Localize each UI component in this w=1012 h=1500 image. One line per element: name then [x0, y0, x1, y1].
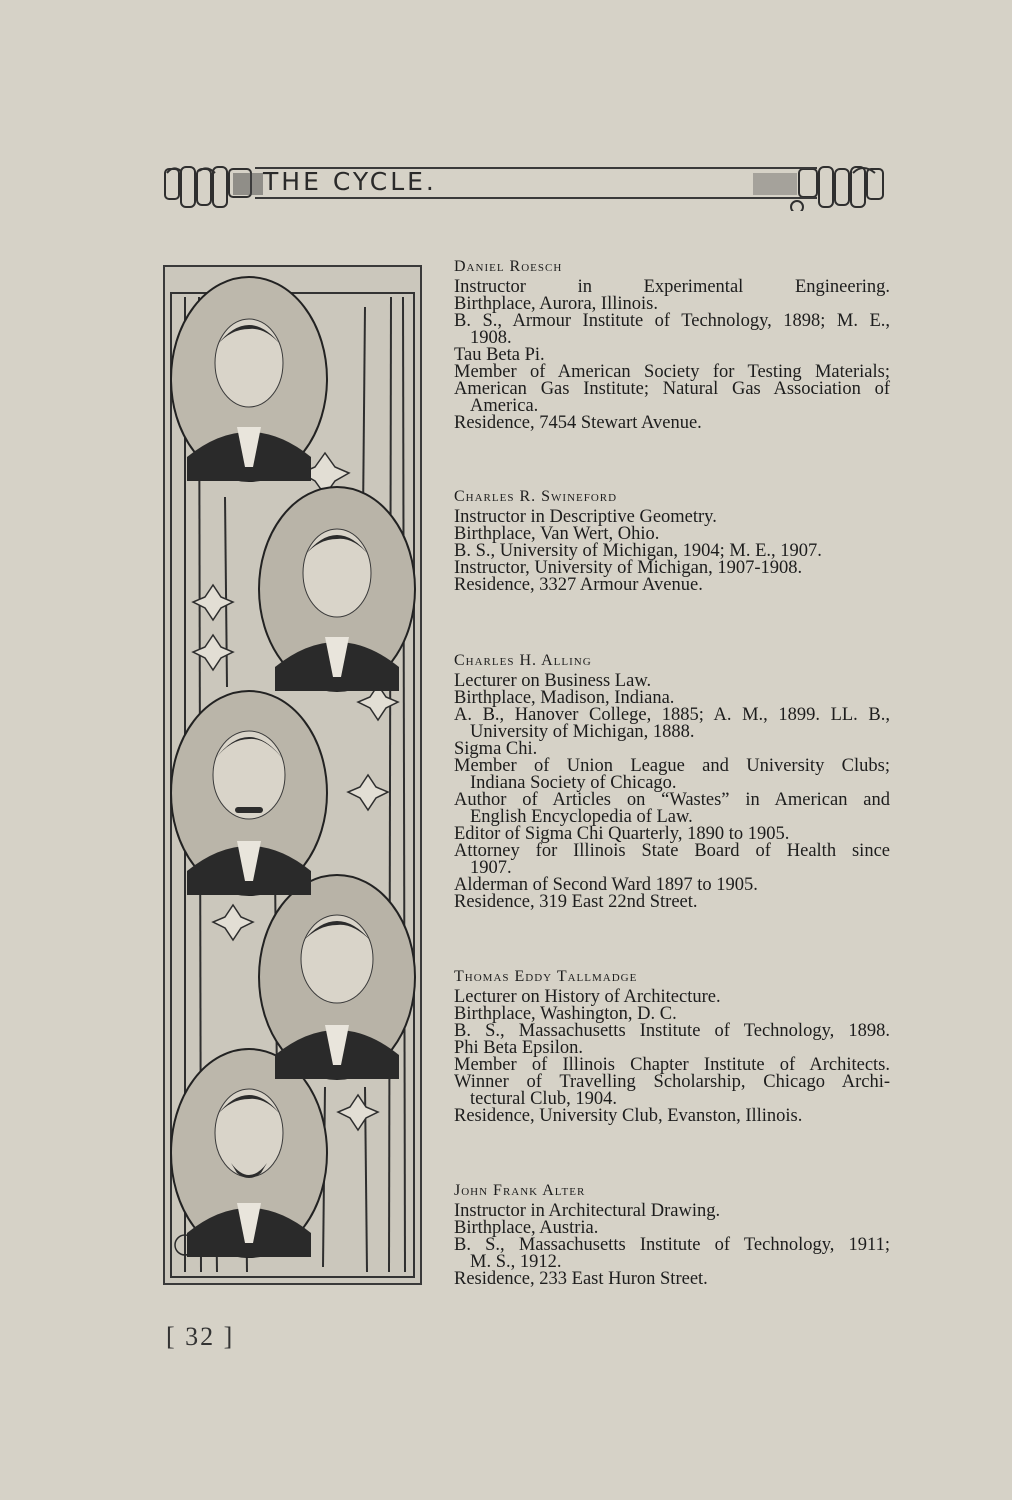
entry-line: Member of American Society for Testing Materials; [454, 362, 890, 382]
header-rule-bottom [255, 197, 817, 199]
faculty-name: Charles R. Swineford [454, 488, 618, 505]
faculty-name: Daniel Roesch [454, 258, 563, 275]
entry-line: B. S., Massachusetts Institute of Technology, 1898. [454, 1021, 890, 1041]
entry-line: Attorney for Illinois State Board of Health since [454, 841, 890, 861]
entry-line: Residence, 319 East 22nd Street. [454, 892, 698, 912]
entry-line: Residence, 7454 Stewart Avenue. [454, 413, 702, 433]
faculty-entry [454, 968, 890, 1125]
faculty-name: Thomas Eddy Tallmadge [454, 968, 638, 985]
entry-line: Alderman of Second Ward 1897 to 1905. [454, 875, 758, 895]
entry-line: Instructor in Experimental Engineering. [454, 277, 890, 297]
entry-line: 1908. [470, 328, 512, 348]
entry-line: Instructor in Descriptive Geometry. [454, 507, 717, 527]
entry-line: A. B., Hanover College, 1885; A. M., 1899. LL. B., [454, 705, 890, 725]
entry-line: tectural Club, 1904. [470, 1089, 617, 1109]
entry-line: Birthplace, Washington, D. C. [454, 1004, 677, 1024]
entry-line: Birthplace, Austria. [454, 1218, 599, 1238]
faculty-entry [454, 258, 890, 432]
entry-line: B. S., University of Michigan, 1904; M. E., 1907. [454, 541, 822, 561]
faculty-name: Charles H. Alling [454, 652, 592, 669]
entry-line: Residence, 233 East Huron Street. [454, 1269, 708, 1289]
entry-line: Tau Beta Pi. [454, 345, 545, 365]
entry-line: American Gas Institute; Natural Gas Association of [454, 379, 890, 399]
entry-line: Member of Illinois Chapter Institute of Architects. [454, 1055, 890, 1075]
entry-line: Editor of Sigma Chi Quarterly, 1890 to 1905. [454, 824, 790, 844]
faculty-entry [454, 652, 890, 911]
entry-line: Author of Articles on “Wastes” in American and [454, 790, 890, 810]
entry-line: Lecturer on Business Law. [454, 671, 652, 691]
entry-line: Birthplace, Van Wert, Ohio. [454, 524, 660, 544]
entry-line: Sigma Chi. [454, 739, 538, 759]
entry-line: Birthplace, Madison, Indiana. [454, 688, 675, 708]
entry-line: Lecturer on History of Architecture. [454, 987, 721, 1007]
entry-line: M. S., 1912. [470, 1252, 562, 1272]
header-band [163, 163, 887, 211]
entry-line: Phi Beta Epsilon. [454, 1038, 583, 1058]
entry-line: Instructor, University of Michigan, 1907-1908. [454, 558, 803, 578]
entry-line: B. S., Massachusetts Institute of Technology, 1911; [454, 1235, 890, 1255]
faculty-name: John Frank Alter [454, 1182, 586, 1199]
page-number: [ 32 ] [166, 1322, 235, 1351]
portrait-panel [163, 265, 422, 1285]
entry-line: Member of Union League and University Clubs; [454, 756, 890, 776]
faculty-entry [454, 1182, 890, 1288]
entry-line: B. S., Armour Institute of Technology, 1898; M. E., [454, 311, 890, 331]
entry-line: America. [470, 396, 539, 416]
entry-line: Winner of Travelling Scholarship, Chicago Archi- [454, 1072, 890, 1092]
entry-line: English Encyclopedia of Law. [470, 807, 693, 827]
entry-line: Indiana Society of Chicago. [470, 773, 677, 793]
faculty-entry [454, 488, 890, 594]
page-header-title: THE CYCLE. [263, 167, 437, 196]
entry-line: Instructor in Architectural Drawing. [454, 1201, 721, 1221]
entry-line: 1907. [470, 858, 512, 878]
portrait-illustration [165, 267, 420, 1283]
entry-line: Residence, University Club, Evanston, Illinois. [454, 1106, 803, 1126]
entry-line: Birthplace, Aurora, Illinois. [454, 294, 658, 314]
entry-line: University of Michigan, 1888. [470, 722, 695, 742]
entry-line: Residence, 3327 Armour Avenue. [454, 575, 703, 595]
